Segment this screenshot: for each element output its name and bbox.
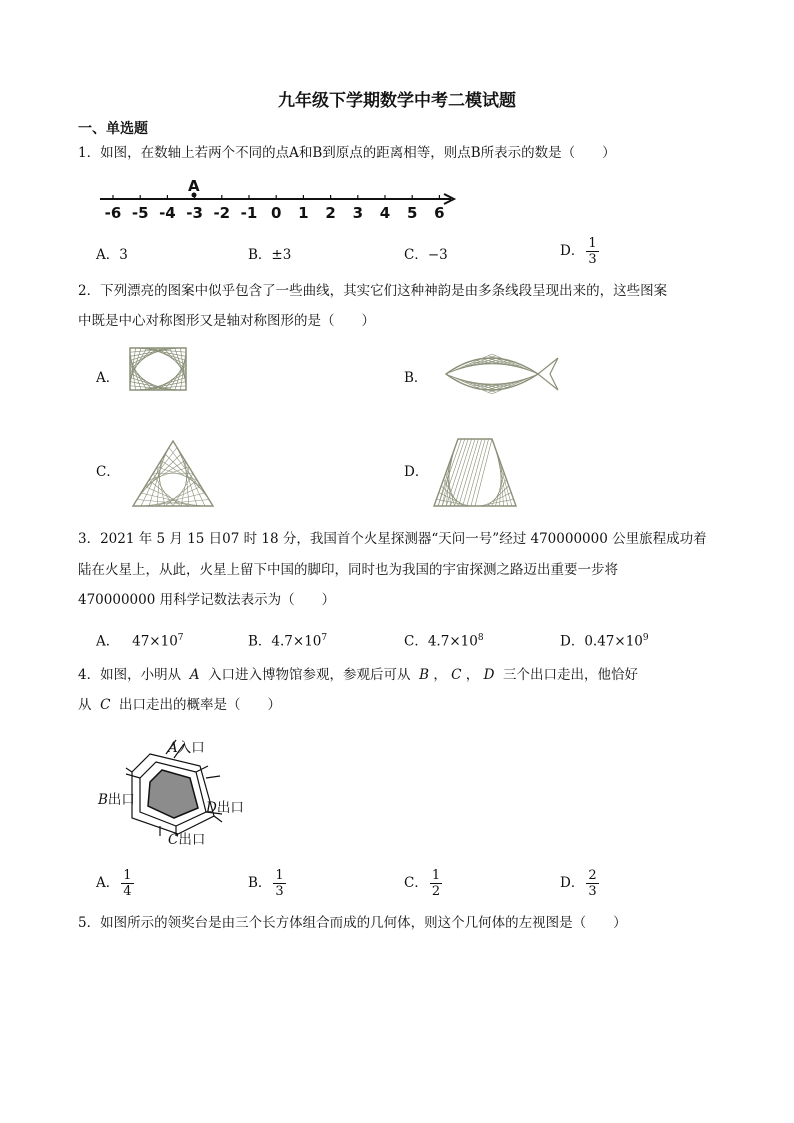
q4-option-d[interactable]: D． $\frac{2}{3}$ — [560, 868, 597, 899]
section-heading: 一、单选题 — [78, 121, 148, 137]
question-2-line-2: 中既是中心对称图形又是轴对称图形的是（ ） — [78, 313, 375, 329]
q2-option-c[interactable]: C． — [96, 464, 120, 480]
q1-option-b[interactable]: B．±3 — [248, 247, 292, 263]
question-5-text: 5．如图所示的领奖台是由三个长方体组合而成的几何体，则这个几何体的左视图是（ ） — [78, 915, 627, 931]
q1-option-a[interactable]: A．3 — [96, 247, 128, 263]
q2-option-d[interactable]: D． — [404, 464, 429, 480]
tick-label: 0 — [270, 204, 282, 222]
exit-b-label: B出口 — [98, 792, 135, 808]
tick-label: 4 — [379, 204, 391, 222]
tick-label: -4 — [159, 204, 176, 222]
question-3-line-2: 陆在火星上，从此，火星上留下中国的脚印，同时也为我国的宇宙探测之路迈出重要一步将 — [78, 562, 618, 578]
fraction: $\frac{1}{3}$ — [588, 236, 597, 267]
fraction: $\frac{2}{3}$ — [588, 868, 597, 899]
q3-option-b[interactable]: B．$4.7\times 10^7$ — [248, 633, 328, 650]
q4-option-a[interactable]: A． $\frac{1}{4}$ — [96, 868, 132, 899]
pattern-d-trapezoid-image — [430, 436, 520, 510]
tick-label: 5 — [406, 204, 418, 222]
q2-option-b[interactable]: B． — [404, 370, 428, 386]
fraction: $\frac{1}{3}$ — [275, 868, 284, 899]
exit-c-label: C出口 — [168, 832, 206, 848]
museum-building — [148, 770, 198, 818]
q4-option-c[interactable]: C． $\frac{1}{2}$ — [404, 868, 441, 899]
question-3-line-1: 3．2021 年 5 月 15 日07 时 18 分，我国首个火星探测器“天问一号”经过 470000000 公里旅程成功着 — [78, 531, 707, 547]
q3-option-a[interactable]: A． $47\times 10^7$ — [96, 633, 184, 650]
tick-label: -1 — [240, 204, 258, 222]
q1-option-d-prefix: D． — [560, 243, 585, 259]
fraction: $\frac{1}{2}$ — [431, 868, 441, 899]
exit-d-label: D出口 — [206, 800, 244, 816]
q4-option-b[interactable]: B． $\frac{1}{3}$ — [248, 868, 284, 899]
q3-option-d[interactable]: D．$0.47\times 10^9$ — [560, 633, 649, 650]
q2-option-a[interactable]: A． — [96, 370, 120, 386]
tick-label: 2 — [325, 204, 336, 222]
question-2-line-1: 2．下列漂亮的图案中似乎包含了一些曲线，其实它们这种神韵是由多条线段呈现出来的，这些图案 — [78, 283, 668, 299]
question-1-text: 1．如图，在数轴上若两个不同的点A和B到原点的距离相等，则点B所表示的数是（ ） — [78, 145, 616, 161]
pattern-a-image — [126, 346, 190, 392]
q1-option-c[interactable]: C．−3 — [404, 247, 448, 263]
tick-label: -5 — [131, 204, 149, 222]
q1-option-d[interactable] — [560, 236, 599, 267]
pattern-c-triangle-image — [130, 438, 216, 510]
tick-label: -2 — [213, 204, 231, 222]
question-4-line-1: 4．如图，小明从 A 入口进入博物馆参观，参观后可从 B ， C ， D 三个出口走出，他恰好 — [78, 667, 638, 683]
tick-label: 3 — [352, 204, 364, 222]
tick-label: -6 — [104, 204, 122, 222]
point-a-label: A — [188, 178, 200, 195]
page-title: 九年级下学期数学中考二模试题 — [278, 91, 516, 111]
fraction: $\frac{1}{4}$ — [123, 868, 132, 899]
question-4-line-2: 从 C 出口走出的概率是（ ） — [78, 697, 282, 713]
entrance-a-label: A入口 — [168, 740, 205, 756]
tick-label: -3 — [186, 204, 203, 222]
number-line-figure — [96, 178, 466, 222]
question-3-line-3: 470000000 用科学记数法表示为（ ） — [78, 592, 336, 608]
q3-option-c[interactable]: C．$4.7\times 10^8$ — [404, 633, 484, 650]
pattern-b-fish-image — [440, 346, 562, 404]
tick-label: 6 — [434, 204, 445, 222]
tick-label: 1 — [298, 204, 309, 222]
